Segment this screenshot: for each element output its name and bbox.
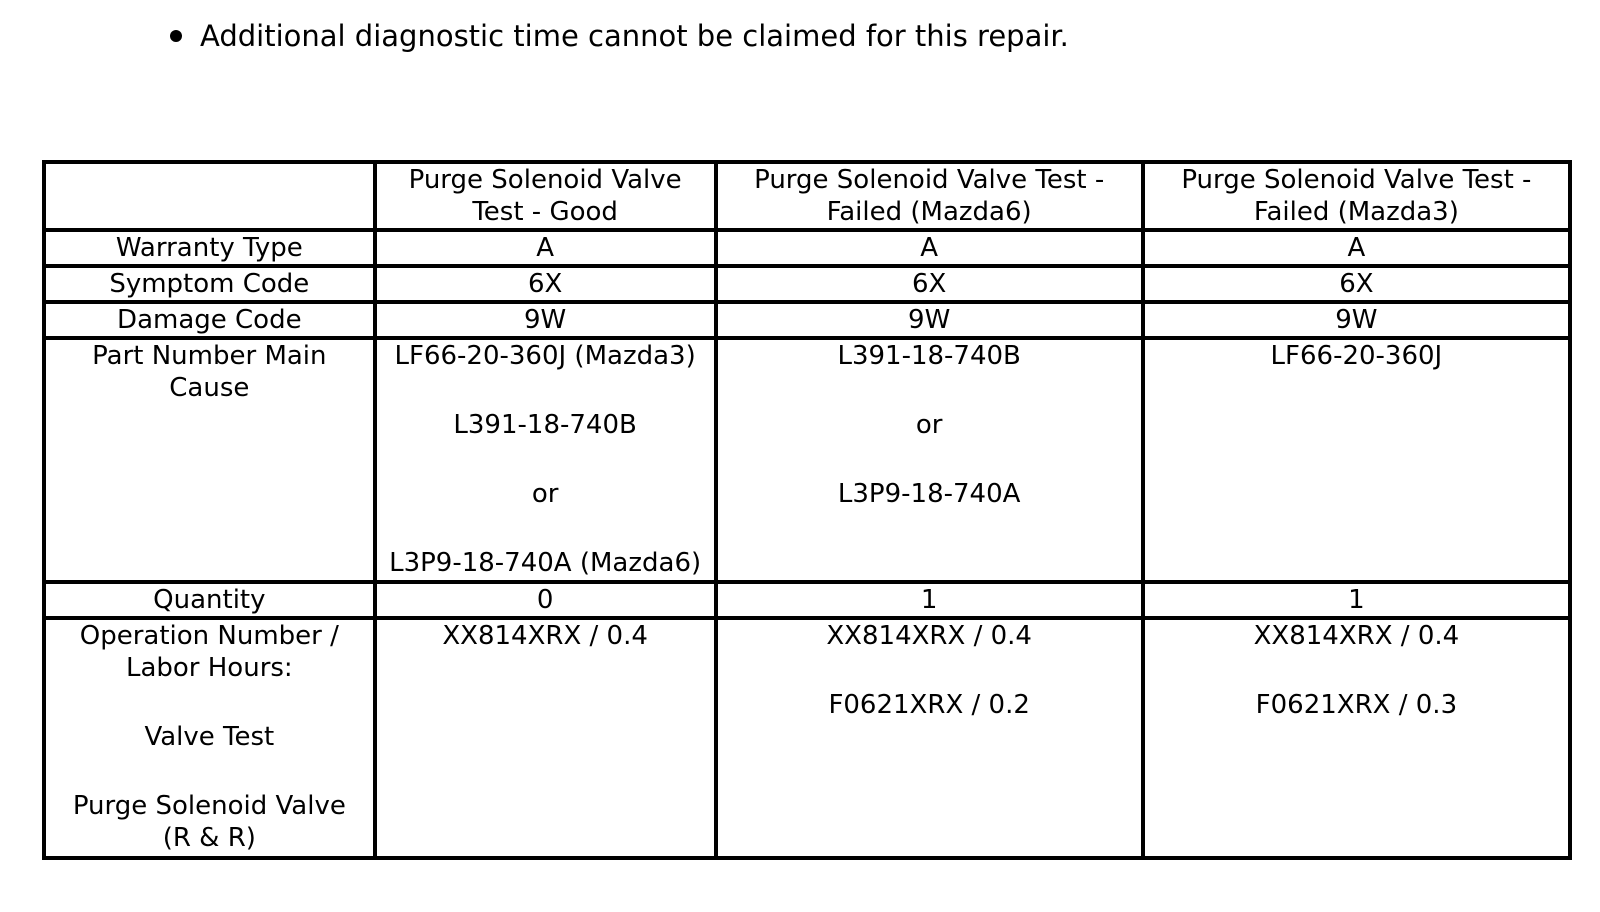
table-cell: 9W [716, 302, 1143, 338]
table-cell: 9W [1143, 302, 1570, 338]
operation-cell: XX814XRX / 0.4 F0621XRX / 0.3 [1143, 618, 1570, 858]
table-row-symptom-code [44, 266, 1570, 302]
warranty-table [42, 160, 1572, 860]
table-cell: 0 [375, 582, 716, 618]
header-cell-empty [44, 162, 375, 230]
table-cell: 9W [375, 302, 716, 338]
part-number-cell: LF66-20-360J (Mazda3) L391-18-740B or L3P9-18-740A (Mazda6) [375, 338, 716, 582]
table-cell: 1 [716, 582, 1143, 618]
table-cell: A [1143, 230, 1570, 266]
table-cell: 6X [716, 266, 1143, 302]
table-row-quantity [44, 582, 1570, 618]
header-cell-failed-mazda3: Purge Solenoid Valve Test - Failed (Mazda3) [1143, 162, 1570, 230]
part-number-cell: LF66-20-360J [1143, 338, 1570, 582]
header-cell-failed-mazda6: Purge Solenoid Valve Test - Failed (Mazda6) [716, 162, 1143, 230]
table-cell: 1 [1143, 582, 1570, 618]
part-number-cell: L391-18-740B or L3P9-18-740A [716, 338, 1143, 582]
row-label: Quantity [44, 582, 375, 618]
table-cell: 6X [1143, 266, 1570, 302]
operation-cell: XX814XRX / 0.4 F0621XRX / 0.2 [716, 618, 1143, 858]
table-row-damage-code [44, 302, 1570, 338]
bullet-icon [170, 30, 182, 42]
table-cell: A [716, 230, 1143, 266]
table-row-warranty-type [44, 230, 1570, 266]
row-label: Part Number Main Cause [44, 338, 375, 582]
bullet-note [170, 16, 1069, 56]
row-label: Symptom Code [44, 266, 375, 302]
row-label: Operation Number / Labor Hours: Valve Test Purge Solenoid Valve (R & R) [44, 618, 375, 858]
table-cell: 6X [375, 266, 716, 302]
row-label: Warranty Type [44, 230, 375, 266]
row-label: Damage Code [44, 302, 375, 338]
bullet-note-text: Additional diagnostic time cannot be claimed for this repair. [200, 19, 1069, 53]
operation-cell: XX814XRX / 0.4 [375, 618, 716, 858]
table-cell: A [375, 230, 716, 266]
table-row-part-number [44, 338, 1570, 582]
table-header-row [44, 162, 1570, 230]
table-row-operation [44, 618, 1570, 858]
header-cell-test-good: Purge Solenoid Valve Test - Good [375, 162, 716, 230]
